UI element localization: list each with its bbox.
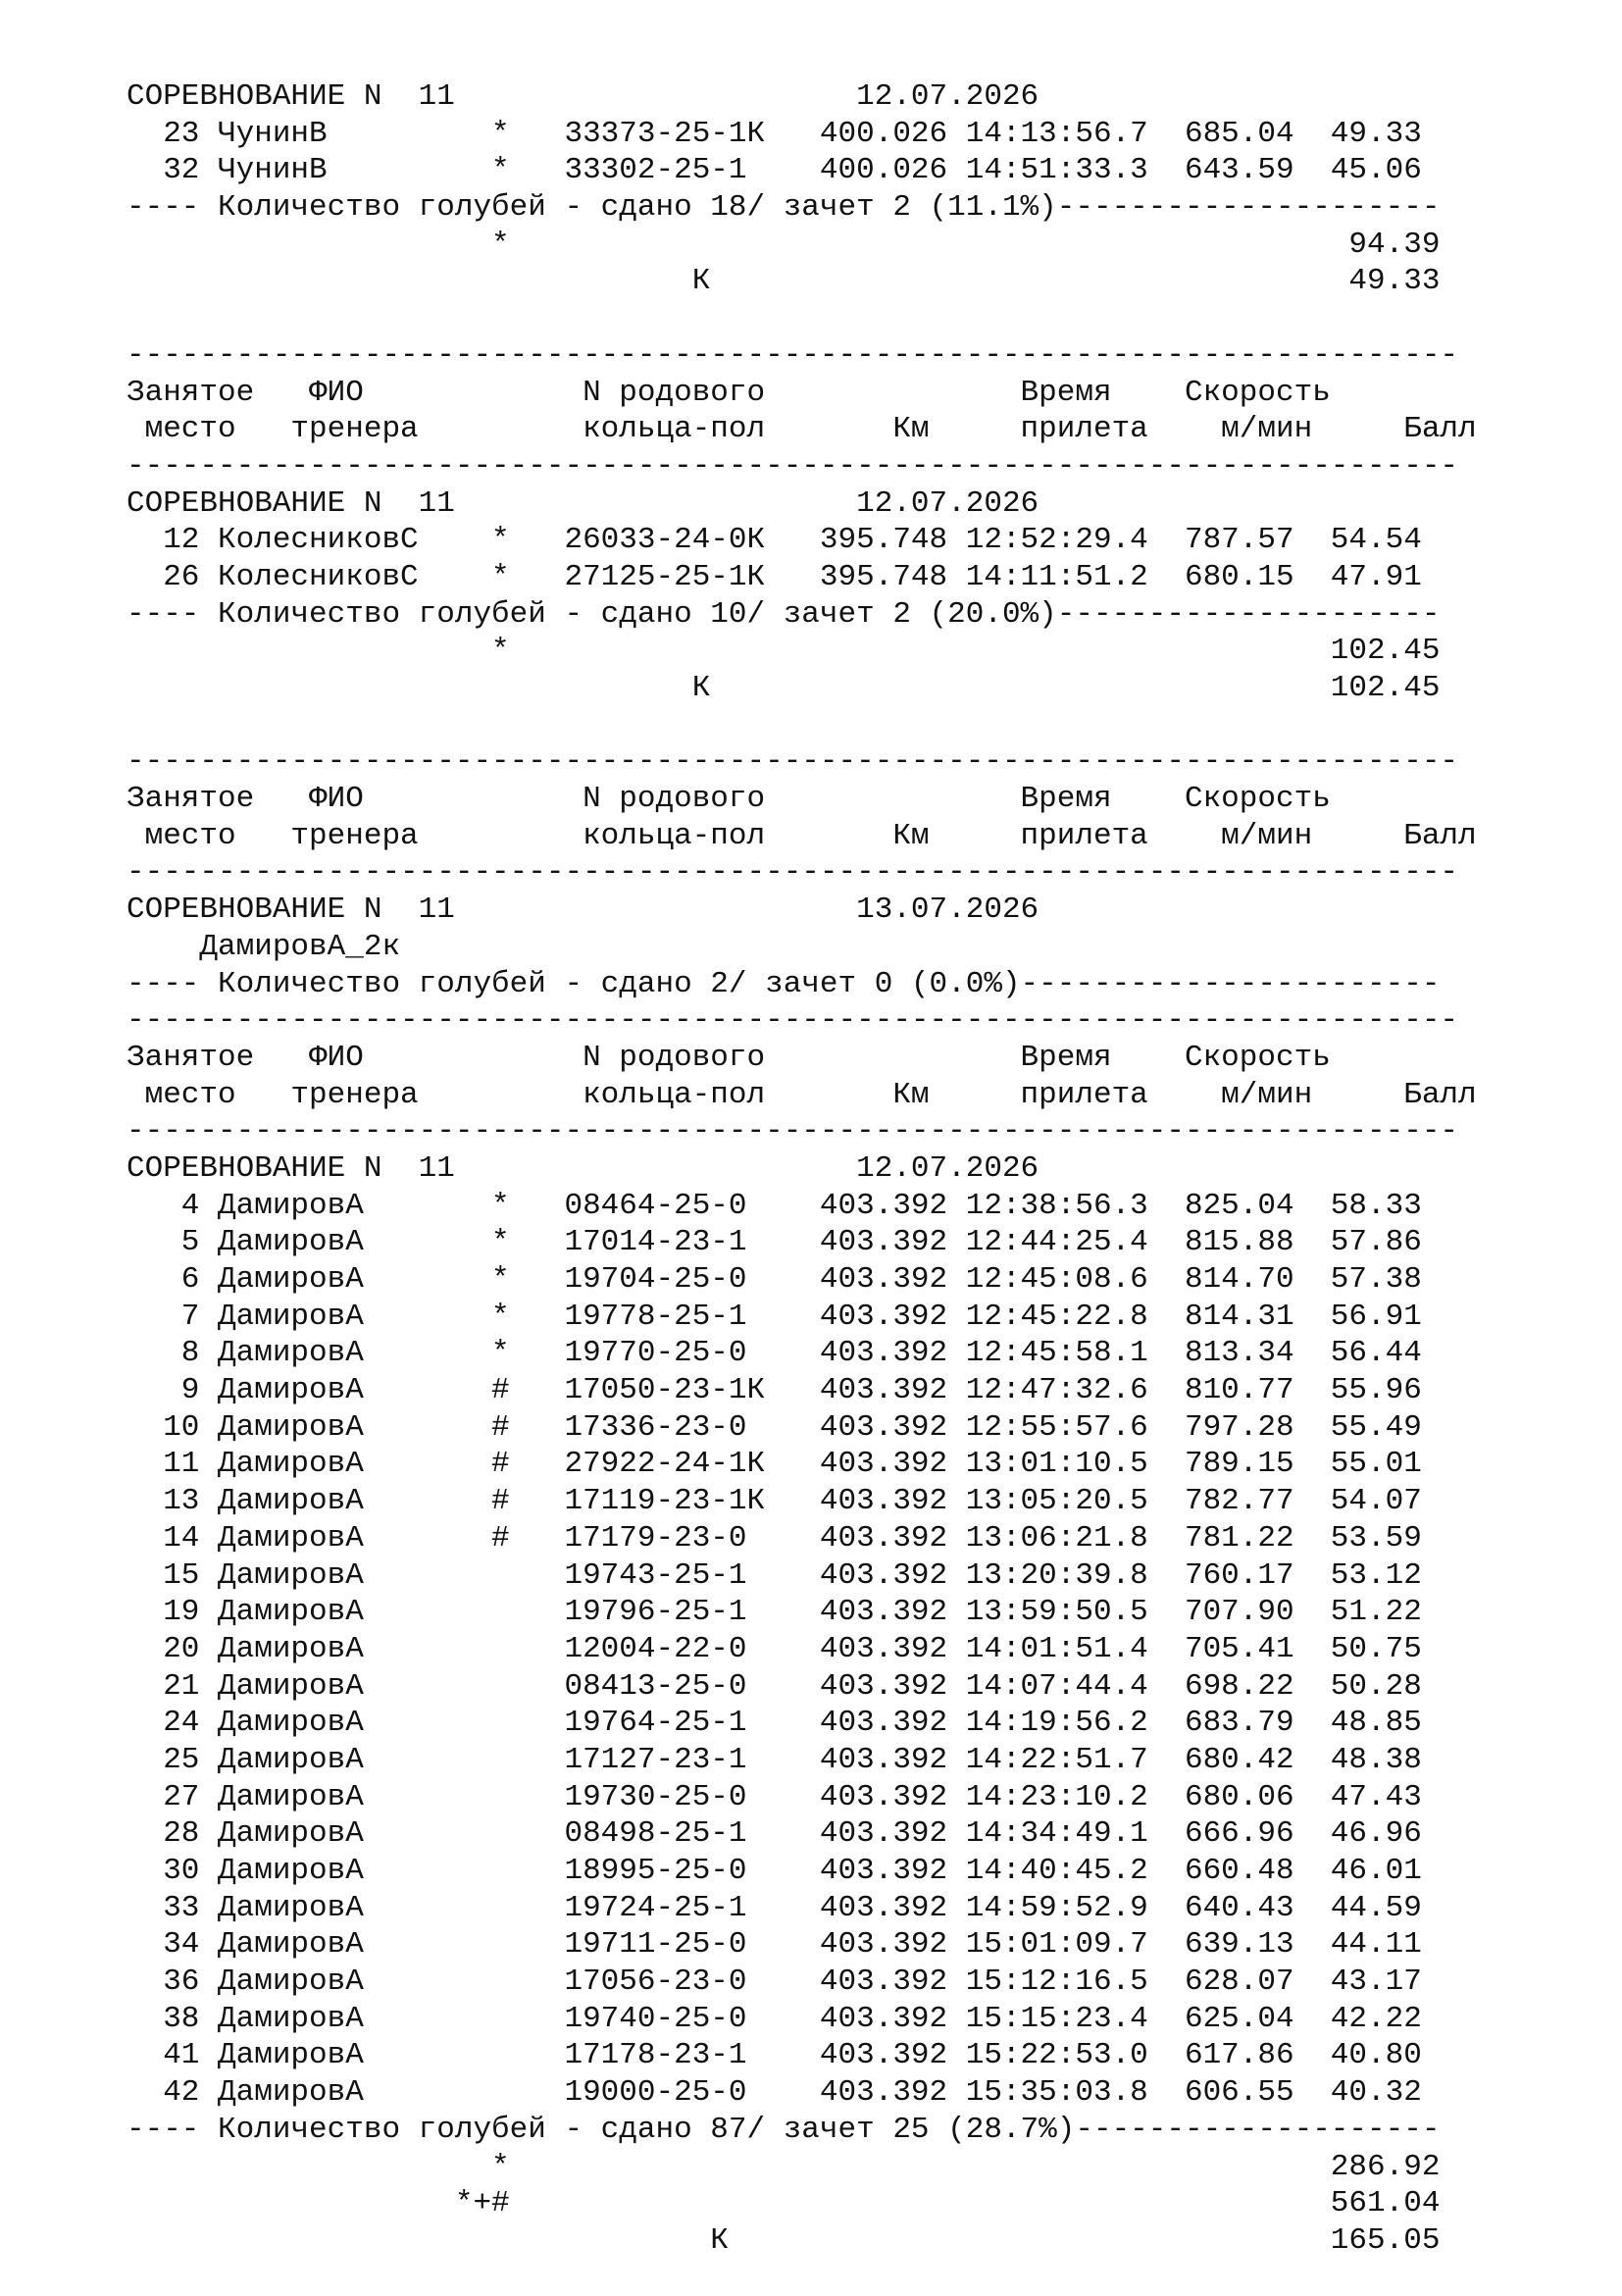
result-row: 41 ДамировА 17178-23-1 403.392 15:22:53.0 617.86 40.80 bbox=[127, 2038, 1422, 2073]
result-row: 42 ДамировА 19000-25-0 403.392 15:35:03.8 606.55 40.32 bbox=[127, 2075, 1422, 2111]
result-row: 32 ЧунинВ * 33302-25-1 400.026 14:51:33.3 643.59 45.06 bbox=[127, 153, 1422, 188]
result-row: 23 ЧунинВ * 33373-25-1К 400.026 14:13:56.7 685.04 49.33 bbox=[127, 116, 1422, 151]
column-header-line-1: Занятое ФИО N родового Время Скорость bbox=[127, 1040, 1331, 1075]
column-header-line-1: Занятое ФИО N родового Время Скорость bbox=[127, 375, 1331, 410]
result-row: 7 ДамировА * 19778-25-1 403.392 12:45:22.8 814.31 56.91 bbox=[127, 1299, 1422, 1334]
score-total: *+# 561.04 bbox=[127, 2186, 1441, 2221]
result-row: 4 ДамировА * 08464-25-0 403.392 12:38:56.3 825.04 58.33 bbox=[127, 1188, 1422, 1223]
result-row: 15 ДамировА 19743-25-1 403.392 13:20:39.8 760.17 53.12 bbox=[127, 1557, 1422, 1593]
separator-line: ------------------------------------------------------------------------- bbox=[127, 855, 1459, 891]
score-total: К 165.05 bbox=[127, 2222, 1441, 2258]
separator-line: ------------------------------------------------------------------------- bbox=[127, 337, 1459, 373]
result-row: 38 ДамировА 19740-25-0 403.392 15:15:23.4 625.04 42.22 bbox=[127, 2001, 1422, 2036]
score-total: * 102.45 bbox=[127, 634, 1441, 669]
score-total: К 49.33 bbox=[127, 264, 1441, 299]
result-row: 19 ДамировА 19796-25-1 403.392 13:59:50.5 707.90 51.22 bbox=[127, 1595, 1422, 1630]
result-row: 8 ДамировА * 19770-25-0 403.392 12:45:58.1 813.34 56.44 bbox=[127, 1336, 1422, 1371]
pigeon-count-summary: ---- Количество голубей - сдано 87/ зачет 25 (28.7%)-------------------- bbox=[127, 2112, 1441, 2147]
separator-line: ------------------------------------------------------------------------- bbox=[127, 1003, 1459, 1039]
result-row: 33 ДамировА 19724-25-1 403.392 14:59:52.9 640.43 44.59 bbox=[127, 1890, 1422, 1925]
column-header-line-1: Занятое ФИО N родового Время Скорость bbox=[127, 782, 1331, 817]
column-header-line-2: место тренера кольца-пол Км прилета м/мин Балл bbox=[127, 412, 1477, 447]
separator-line: ------------------------------------------------------------------------- bbox=[127, 1114, 1459, 1149]
result-row: 21 ДамировА 08413-25-0 403.392 14:07:44.4 698.22 50.28 bbox=[127, 1668, 1422, 1704]
score-total: * 286.92 bbox=[127, 2149, 1441, 2184]
result-row: 25 ДамировА 17127-23-1 403.392 14:22:51.7 680.42 48.38 bbox=[127, 1742, 1422, 1777]
result-row: 34 ДамировА 19711-25-0 403.392 15:01:09.7 639.13 44.11 bbox=[127, 1927, 1422, 1963]
result-row: 6 ДамировА * 19704-25-0 403.392 12:45:08.6 814.70 57.38 bbox=[127, 1262, 1422, 1297]
result-row: 10 ДамировА # 17336-23-0 403.392 12:55:57.6 797.28 55.49 bbox=[127, 1409, 1422, 1445]
result-row: 9 ДамировА # 17050-23-1К 403.392 12:47:32.6 810.77 55.96 bbox=[127, 1373, 1422, 1408]
results-document bbox=[127, 78, 1477, 2296]
score-total: * 94.39 bbox=[127, 227, 1441, 262]
competition-header: СОРЕВНОВАНИЕ N 11 12.07.2026 bbox=[127, 79, 1039, 114]
column-header-line-2: место тренера кольца-пол Км прилета м/мин Балл bbox=[127, 1077, 1477, 1112]
result-row: 26 КолесниковС * 27125-25-1К 395.748 14:11:51.2 680.15 47.91 bbox=[127, 559, 1422, 594]
result-row: 13 ДамировА # 17119-23-1К 403.392 13:05:20.5 782.77 54.07 bbox=[127, 1484, 1422, 1519]
pigeon-count-summary: ---- Количество голубей - сдано 18/ зачет 2 (11.1%)--------------------- bbox=[127, 190, 1441, 226]
result-row: ДамировА_2к bbox=[127, 929, 401, 964]
result-row: 14 ДамировА # 17179-23-0 403.392 13:06:21.8 781.22 53.59 bbox=[127, 1520, 1422, 1556]
pigeon-count-summary: ---- Количество голубей - сдано 2/ зачет 0 (0.0%)----------------------- bbox=[127, 966, 1441, 1001]
pigeon-count-summary: ---- Количество голубей - сдано 10/ зачет 2 (20.0%)--------------------- bbox=[127, 596, 1441, 632]
result-row: 11 ДамировА # 27922-24-1К 403.392 13:01:10.5 789.15 55.01 bbox=[127, 1447, 1422, 1482]
result-row: 20 ДамировА 12004-22-0 403.392 14:01:51.4 705.41 50.75 bbox=[127, 1631, 1422, 1666]
result-row: 30 ДамировА 18995-25-0 403.392 14:40:45.2 660.48 46.01 bbox=[127, 1854, 1422, 1888]
result-row: 24 ДамировА 19764-25-1 403.392 14:19:56.2 683.79 48.85 bbox=[127, 1706, 1422, 1741]
score-total: К 102.45 bbox=[127, 671, 1441, 705]
result-row: 27 ДамировА 19730-25-0 403.392 14:23:10.2 680.06 47.43 bbox=[127, 1779, 1422, 1814]
competition-header: СОРЕВНОВАНИЕ N 11 12.07.2026 bbox=[127, 485, 1039, 521]
blank-line bbox=[127, 300, 1477, 337]
result-row: 5 ДамировА * 17014-23-1 403.392 12:44:25.4 815.88 57.86 bbox=[127, 1225, 1422, 1260]
separator-line: ------------------------------------------------------------------------- bbox=[127, 448, 1459, 484]
blank-line bbox=[127, 2260, 1477, 2296]
result-row: 12 КолесниковС * 26033-24-0К 395.748 12:52:29.4 787.57 54.54 bbox=[127, 523, 1422, 558]
competition-header: СОРЕВНОВАНИЕ N 11 12.07.2026 bbox=[127, 1150, 1039, 1186]
separator-line: ------------------------------------------------------------------------- bbox=[127, 744, 1459, 780]
result-row: 36 ДамировА 17056-23-0 403.392 15:12:16.5 628.07 43.17 bbox=[127, 1964, 1422, 2000]
result-row: 28 ДамировА 08498-25-1 403.392 14:34:49.1 666.96 46.96 bbox=[127, 1816, 1422, 1852]
blank-line bbox=[127, 707, 1477, 744]
competition-header: СОРЕВНОВАНИЕ N 11 13.07.2026 bbox=[127, 893, 1039, 928]
column-header-line-2: место тренера кольца-пол Км прилета м/мин Балл bbox=[127, 818, 1477, 853]
